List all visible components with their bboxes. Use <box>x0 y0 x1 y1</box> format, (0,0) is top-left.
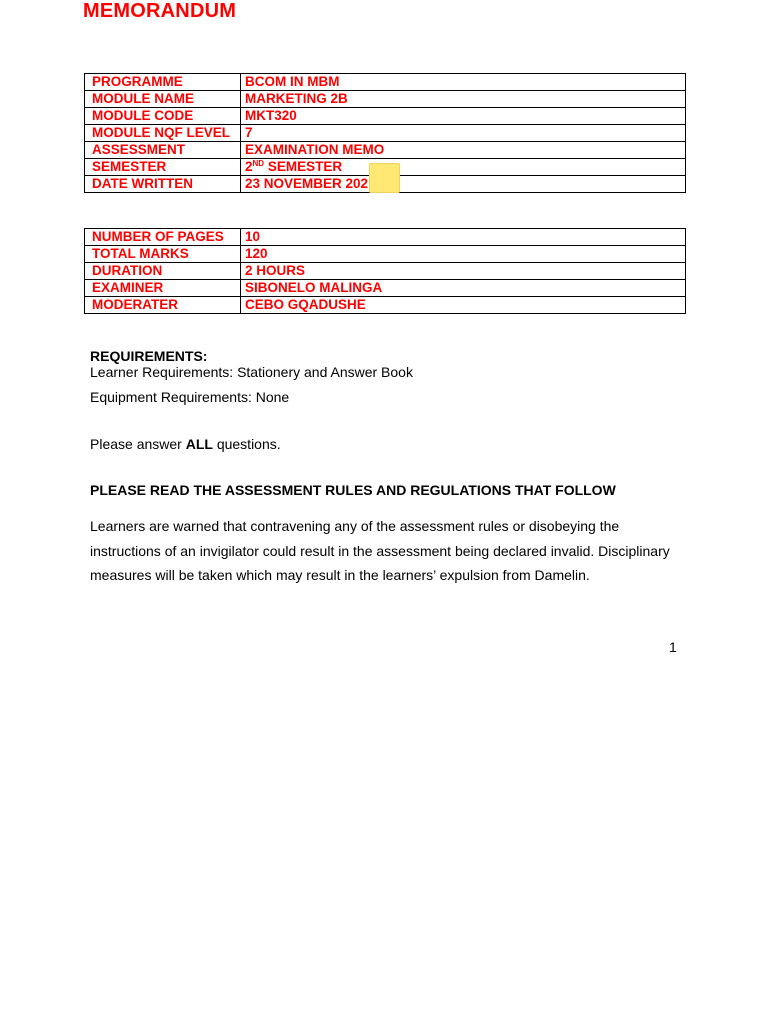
moderater-label: MODERATER <box>85 297 241 314</box>
instruction-prefix: Please answer <box>90 436 186 452</box>
answer-instruction <box>90 436 281 453</box>
sticky-note-icon[interactable] <box>369 163 400 193</box>
assessment-label: ASSESSMENT <box>85 142 241 159</box>
equipment-requirements: Equipment Requirements: None <box>90 389 290 405</box>
table-row <box>85 108 686 125</box>
page-number: 1 <box>669 639 677 655</box>
total-marks-value: 120 <box>241 246 686 263</box>
programme-label: PROGRAMME <box>85 74 241 91</box>
examiner-label: EXAMINER <box>85 280 241 297</box>
exam-details-table <box>84 228 686 314</box>
number-of-pages-label: NUMBER OF PAGES <box>85 229 241 246</box>
table-row <box>85 229 686 246</box>
module-code-value: MKT320 <box>241 108 686 125</box>
semester-label: SEMESTER <box>85 159 241 176</box>
duration-label: DURATION <box>85 263 241 280</box>
number-of-pages-value: 10 <box>241 229 686 246</box>
table-row <box>85 74 686 91</box>
date-written-value: 23 NOVEMBER 202 <box>241 176 686 193</box>
semester-ordinal: ND <box>252 159 265 168</box>
table-row <box>85 263 686 280</box>
table-row <box>85 280 686 297</box>
duration-value: 2 HOURS <box>241 263 686 280</box>
nqf-level-label: MODULE NQF LEVEL <box>85 125 241 142</box>
date-written-label: DATE WRITTEN <box>85 176 241 193</box>
table-row <box>85 142 686 159</box>
examiner-value: SIBONELO MALINGA <box>241 280 686 297</box>
instruction-suffix: questions. <box>212 436 281 452</box>
document-title: MEMORANDUM <box>83 0 237 22</box>
table-row <box>85 246 686 263</box>
module-name-label: MODULE NAME <box>85 91 241 108</box>
learner-requirements: Learner Requirements: Stationery and Answer Book <box>90 364 413 380</box>
total-marks-label: TOTAL MARKS <box>85 246 241 263</box>
rules-paragraph: Learners are warned that contravening any of the assessment rules or disobeying the instructions of an invigilator could result in the assessment being declared invalid. Disciplinary measures will be taken which may result in the learners’ expulsion from Damelin. <box>90 518 670 583</box>
nqf-level-value: 7 <box>241 125 686 142</box>
semester-value <box>241 159 686 176</box>
table-row <box>85 91 686 108</box>
table-row <box>85 297 686 314</box>
table-row <box>85 125 686 142</box>
instruction-emphasis: ALL <box>185 436 213 452</box>
module-code-label: MODULE CODE <box>85 108 241 125</box>
semester-word: SEMESTER <box>264 159 343 174</box>
requirements-heading: REQUIREMENTS: <box>90 348 208 364</box>
programme-value: BCOM IN MBM <box>241 74 686 91</box>
moderater-value: CEBO GQADUSHE <box>241 297 686 314</box>
semester-number: 2 <box>245 159 253 174</box>
assessment-value: EXAMINATION MEMO <box>241 142 686 159</box>
module-name-value: MARKETING 2B <box>241 91 686 108</box>
rules-heading: PLEASE READ THE ASSESSMENT RULES AND REGULATIONS THAT FOLLOW <box>90 482 616 498</box>
